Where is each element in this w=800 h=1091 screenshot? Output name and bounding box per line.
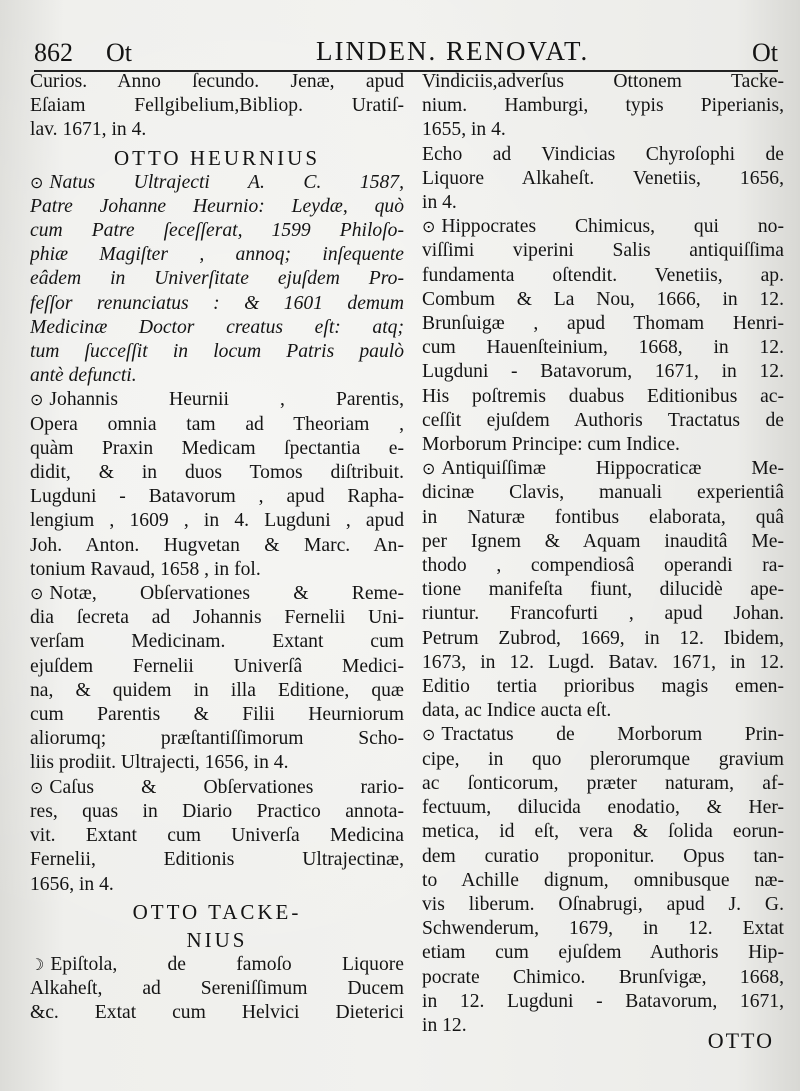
entry-heading-continued: NIUS <box>186 927 248 952</box>
text-line: &c. Extat cum Helvici Dieterici <box>30 1002 404 1024</box>
text-line: lav. 1671, in 4. <box>30 119 147 141</box>
text-line: 1656, in 4. <box>30 873 114 895</box>
text-line: Antiquiſſimæ Hippocraticæ Me- <box>441 458 784 480</box>
text-line: Epiſtola, de famoſo Liquore <box>50 953 404 975</box>
sun-symbol-icon: ⊙ <box>422 725 436 745</box>
text-line: res, quas in Diario Practico annota- <box>30 800 404 822</box>
text-line: cum Patre ſeceſſerat, 1599 Philoſo- <box>30 220 404 242</box>
text-line: vit. Extant cum Univerſa Medicina <box>30 825 404 847</box>
text-line: cum Hauenſteinium, 1668, in 12. <box>422 337 784 359</box>
text-line: dia ſecreta ad Johannis Fernelii Uni- <box>30 607 404 629</box>
text-line: vis liberum. Oſnabrugi, apud J. G. <box>422 893 784 915</box>
text-line: Hippocrates Chimicus, qui no- <box>441 216 784 238</box>
entry-paragraph <box>30 953 404 1026</box>
text-line: Schwenderum, 1679, in 12. Extat <box>422 918 784 940</box>
text-line: in 4. <box>422 192 457 214</box>
text-line: Morborum Principe: cum Indice. <box>422 434 680 456</box>
text-line: Editio tertia prioribus magis emen- <box>422 676 784 698</box>
text-line: data, ac Indice aucta eſt. <box>422 700 612 722</box>
text-line: Opera omnia tam ad Theoriam , <box>30 413 404 435</box>
sun-symbol-icon: ⊙ <box>422 459 436 479</box>
text-line: Caſus & Obſervationes rario- <box>49 776 404 798</box>
text-line: phiæ Magiſter , annoq; inſequente <box>30 244 404 266</box>
text-line: Brunſuigæ , apud Thomam Henri- <box>422 313 784 335</box>
header-right-word: Ot <box>752 38 778 67</box>
moon-symbol-icon: ☽ <box>30 954 45 974</box>
text-line: in 12. Lugduni - Batavorum, 1671, <box>422 990 784 1012</box>
page-number: 862 <box>34 38 73 67</box>
text-line: Lugduni - Batavorum , apud Rapha- <box>30 486 404 508</box>
text-line: na, & quidem in illa Editione, quæ <box>30 679 404 701</box>
text-line: fundamenta oſtendit. Venetiis, ap. <box>422 264 784 286</box>
text-line: Petrum Zubrod, 1669, in 12. Ibidem, <box>422 627 784 649</box>
entry-paragraph <box>422 723 784 1038</box>
left-column <box>30 70 404 1025</box>
text-line: dicinæ Clavis, manuali experientiâ <box>422 482 784 504</box>
text-line: cipe, in quo plerorumque gravium <box>422 748 784 770</box>
right-column <box>422 70 784 1038</box>
sun-symbol-icon: ⊙ <box>422 217 436 237</box>
paragraph <box>422 70 784 143</box>
text-line: Medicinæ Doctor creatus eſt: atq; <box>30 316 404 338</box>
entry-paragraph <box>422 143 784 216</box>
paragraph <box>30 70 404 143</box>
text-line: Combum & La Nou, 1666, in 12. <box>422 288 784 310</box>
text-line: 1655, in 4. <box>422 119 506 141</box>
text-line: ejuſdem Fernelii Univerſâ Medici- <box>30 655 404 677</box>
entry-paragraph <box>422 457 784 723</box>
text-line: feſſor renunciatus : & 1601 demum <box>30 292 404 314</box>
text-line: per Ignem & Aquam inauditâ Me- <box>422 530 784 552</box>
text-line: tum ſucceſſit in locum Patris paulò <box>30 341 404 363</box>
catchword: OTTO <box>707 1028 774 1053</box>
text-line: in 12. <box>422 1014 467 1036</box>
text-line: antè defuncti. <box>30 365 137 387</box>
text-line: Alkaheſt, ad Sereniſſimum Ducem <box>30 977 404 999</box>
sun-symbol-icon: ⊙ <box>30 172 44 192</box>
sun-symbol-icon: ⊙ <box>30 777 44 797</box>
text-line: Joh. Anton. Hugvetan & Marc. An- <box>30 534 404 556</box>
text-line: Liquore Alkaheſt. Venetiis, 1656, <box>422 167 784 189</box>
text-line: His poſtremis duabus Editionibus ac- <box>422 385 784 407</box>
header-title: LINDEN. RENOVAT. <box>316 36 590 66</box>
text-line: 1673, in 12. Lugd. Batav. 1671, in 12. <box>422 651 784 673</box>
text-line: fectuum, dilucida enodatio, & Her- <box>422 797 784 819</box>
entry-heading: OTTO HEURNIUS <box>113 145 321 170</box>
text-line: tione manifeſta fiunt, dilucidè ape- <box>422 579 784 601</box>
text-line: ceſſit ejuſdem Authoris Tractatus de <box>422 409 784 431</box>
text-line: verſam Medicinam. Extant cum <box>30 631 404 653</box>
text-line: metica, id eſt, vera & ſolida eorun- <box>422 821 784 843</box>
sun-symbol-icon: ⊙ <box>30 584 44 604</box>
text-line: Patre Johanne Heurnio: Leydæ, quò <box>30 195 404 217</box>
text-line: eâdem in Univerſitate ejuſdem Pro- <box>30 268 404 290</box>
entry-paragraph <box>30 388 404 582</box>
text-line: Tractatus de Morborum Prin- <box>441 724 784 746</box>
entry-heading: OTTO TACKE- <box>132 899 302 924</box>
entry-paragraph <box>422 215 784 457</box>
text-line: cum Parentis & Filii Heurniorum <box>30 704 404 726</box>
text-line: Notæ, Obſervationes & Reme- <box>49 583 404 605</box>
text-line: to Achille dignum, omnibusque næ- <box>422 869 784 891</box>
text-line: lengium , 1609 , in 4. Lugduni , apud <box>30 510 404 532</box>
running-header <box>34 34 778 68</box>
text-line: etiam cum ejuſdem Authoris Hip- <box>422 942 784 964</box>
entry-paragraph <box>30 582 404 776</box>
text-line: aliorumq; præſtantiſſimorum Scho- <box>30 728 404 750</box>
entry-paragraph <box>30 776 404 897</box>
text-line: didit, & in duos Tomos diſtribuit. <box>30 462 404 484</box>
header-left-word: Ot <box>106 38 132 67</box>
text-line: Eſaiam Fellgibelium,Bibliop. Uratiſ- <box>30 95 404 117</box>
text-line: Johannis Heurnii , Parentis, <box>49 389 404 411</box>
text-line: Echo ad Vindicias Chyroſophi de <box>422 143 784 165</box>
text-line: thodo , compendiosâ operandi ra- <box>422 555 784 577</box>
text-line: Lugduni - Batavorum, 1671, in 12. <box>422 361 784 383</box>
text-line: quàm Praxin Medicam ſpectantia e- <box>30 437 404 459</box>
text-line: Natus Ultrajecti A. C. 1587, <box>49 171 404 193</box>
text-line: Curios. Anno ſecundo. Jenæ, apud <box>30 71 404 92</box>
text-line: liis prodiit. Ultrajecti, 1656, in 4. <box>30 752 289 774</box>
text-line: tonium Ravaud, 1658 , in fol. <box>30 558 261 580</box>
text-line: pocrate Chimico. Brunſvigæ, 1668, <box>422 966 784 988</box>
text-line: in Naturæ fontibus elaborata, quâ <box>422 506 784 528</box>
text-line: riuntur. Francofurti , apud Johan. <box>422 603 784 625</box>
sun-symbol-icon: ⊙ <box>30 390 44 410</box>
text-line: dem curatio proponitur. Opus tan- <box>422 845 784 867</box>
text-line: nium. Hamburgi, typis Piperianis, <box>422 95 784 117</box>
text-line: Fernelii, Editionis Ultrajectinæ, <box>30 849 404 871</box>
text-line: viſſimi viperini Salis antiquiſſima <box>422 240 784 262</box>
text-line: ac ſonticorum, præter naturam, af- <box>422 772 784 794</box>
text-line: Vindiciis,adverſus Ottonem Tacke- <box>422 71 784 92</box>
biography-paragraph <box>30 171 404 389</box>
